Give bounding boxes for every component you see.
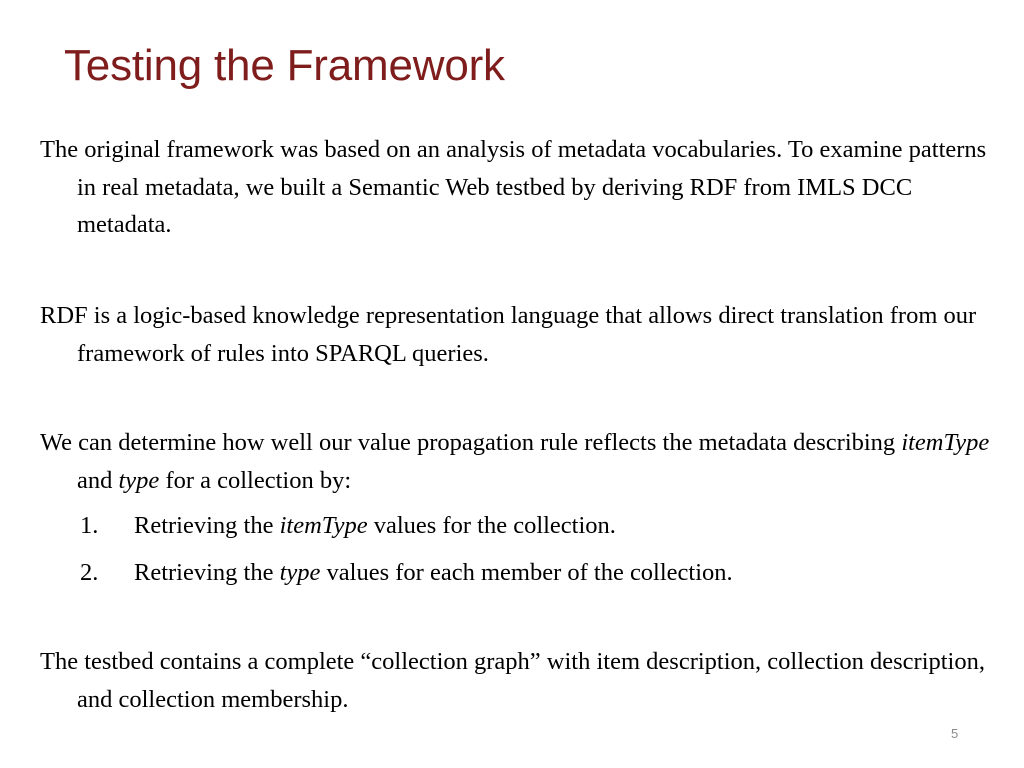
item-type-term: itemType: [901, 429, 990, 456]
list-item-post: values for the collection.: [367, 512, 616, 539]
type-term: type: [118, 466, 160, 494]
retrieval-steps-list: [80, 507, 733, 591]
list-item-pre: Retrieving the: [134, 512, 280, 539]
list-item-number: 1.: [80, 512, 99, 539]
paragraph-4: [40, 643, 1000, 718]
list-item-term: itemType: [279, 512, 368, 539]
list-item-term: type: [279, 558, 321, 586]
list-item-text: [134, 507, 616, 545]
paragraph-2: [40, 297, 1000, 372]
slide-title: Testing the Framework: [64, 41, 505, 90]
paragraph-3-text: [40, 424, 1000, 499]
list-item-post: values for each member of the collection.: [320, 558, 733, 586]
paragraph-3-pre: We can determine how well our value propagation rule reflects the metadata describing: [40, 429, 902, 456]
paragraph-3-post: for a collection by:: [159, 466, 352, 494]
list-item-number: 2.: [80, 558, 99, 586]
list-item-pre: Retrieving the: [134, 558, 280, 586]
paragraph-1-text: The original framework was based on an analysis of metadata vocabularies. To examine patterns in real metadata, we built a Semantic Web testbed by deriving RDF from IMLS DCC metadata.: [40, 136, 987, 238]
list-item-text: [134, 554, 733, 592]
list-item: [80, 554, 733, 592]
paragraph-4-text: The testbed contains a complete “collection graph” with item description, collection description, and collection membership.: [40, 648, 985, 713]
page-number: 5: [951, 726, 959, 741]
paragraph-1: [40, 131, 1000, 244]
paragraph-3: [40, 424, 1000, 499]
paragraph-2-text: RDF is a logic-based knowledge representation language that allows direct translation from our framework of rules into SPARQL queries.: [40, 302, 977, 367]
paragraph-3-mid: and: [77, 466, 119, 494]
list-item: [80, 507, 733, 545]
